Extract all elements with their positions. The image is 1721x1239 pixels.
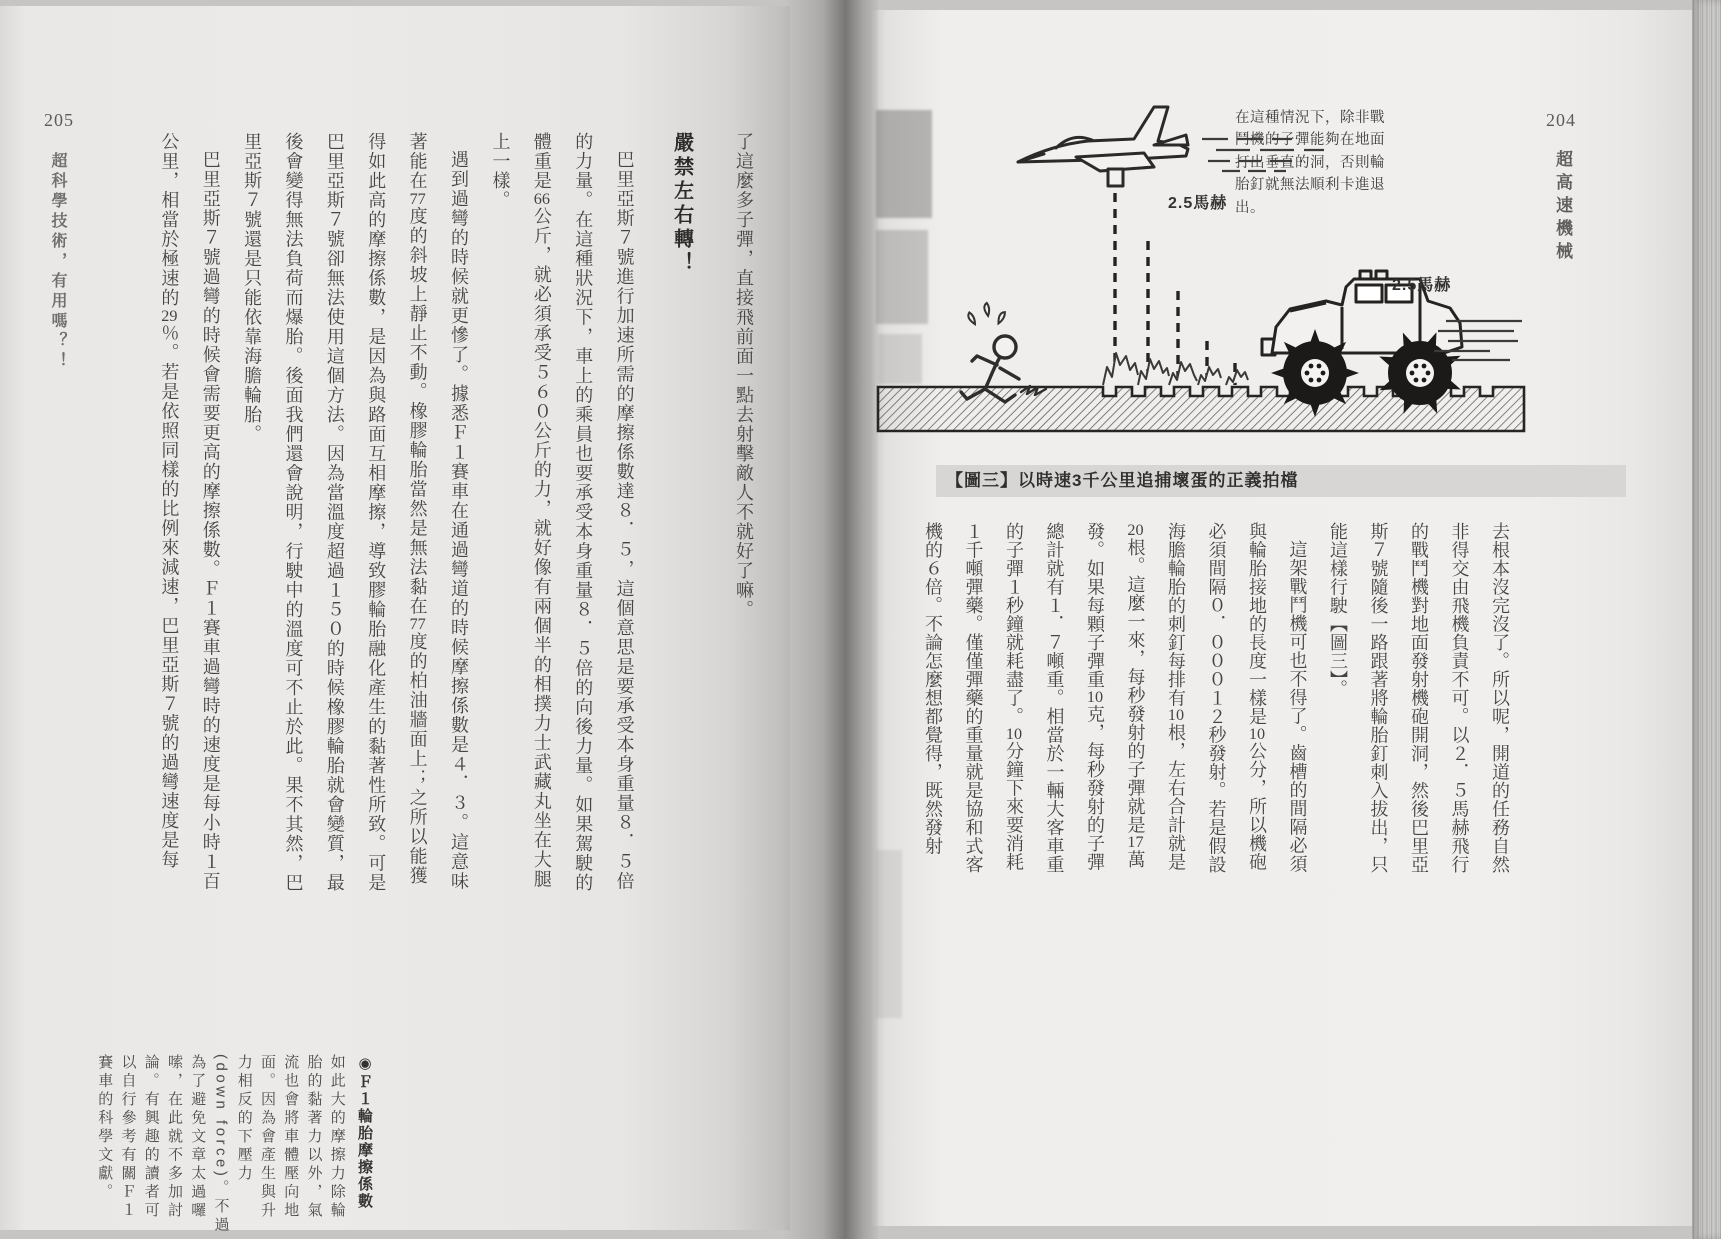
left-page-body (148, 132, 764, 894)
figure-caption: 【圖三】以時速3千公里追捕壞蛋的正義拍檔 (936, 465, 1626, 497)
running-head-left: 超科學技術，有用嗎？！ (49, 152, 66, 372)
page-stack-edge (1692, 0, 1721, 1239)
figure-annotation: 在這種情況下，除非戰鬥機的子彈能夠在地面打出垂直的洞，否則輪胎釘就無法順利卡進退出。 (1235, 110, 1385, 216)
right-page-body (913, 522, 1521, 882)
book-gutter-shadow (782, 0, 878, 1239)
paragraph: 遇到過彎的時候就更慘了。據悉Ｆ１賽車在通過彎道的時候摩擦係數是４．３。這意味著能在77度的斜坡上靜止不動。橡膠輪胎當然是無法黏在77度的柏油牆面上；之所以能獲得如此高的摩擦係數，是因為與路面互相摩擦，導致膠輪胎融化產生的黏著性所致。可是巴里亞斯７號卻無法使用這個方法。因為當溫度超過１５０的時候橡膠輪胎就會變質，最後會變得無法負荷而爆胎。後面我們還會說明，行駛中的溫度可不止於此。果不其然，巴里亞斯７號還是只能依靠海膽輪胎。 (242, 132, 470, 893)
page-number-right: 204 (1546, 110, 1576, 130)
sidenote (93, 1054, 380, 1236)
paragraph: 了這麼多子彈，直接飛前面一點去射擊敵人不就好了嘛。 (734, 132, 754, 620)
page-number-left: 205 (44, 110, 74, 130)
impact-splashes (1103, 353, 1248, 385)
truck-speed-label: 2.5馬赫 (1392, 277, 1452, 294)
section-heading: 嚴禁左右轉！ (670, 132, 693, 276)
bullet-trails (1115, 193, 1235, 385)
running-head-right: 超高速機械 (1553, 150, 1572, 265)
paragraph: 這架戰鬥機可也不得了。齒槽的間隔必須與輪胎接地的長度一樣是10公分，所以機砲必須間隔０．０００１２秒發射。若是假設海膽輪胎的刺釘每排有10根，左右合計就是20根。這麼一來，每秒發射的子彈就是17萬發。如果每顆子彈重10克，每秒發射的子彈總計就有１．７噸重。相當於一輛大客車重的子彈１秒鐘就耗盡了。10分鐘下來要消耗１千噸彈藥。僅僅彈藥的重量就是協和式客機的６倍。不論怎麼想都覺得，既然發射 (923, 522, 1308, 874)
right-page (872, 10, 1694, 1226)
fighter-jet-drawing (1018, 107, 1188, 186)
ink-bleed-artifact (876, 850, 902, 1018)
paragraph: 巴里亞斯７號過彎的時候會需要更高的摩擦係數。Ｆ１賽車過彎時的速度是每小時１百公里，相當於極速的29％。若是依照同樣的比例來減速，巴里亞斯７號的過彎速度是每 (159, 132, 221, 891)
sidenote-title: ◉Ｆ１輪胎摩擦係數 (356, 1054, 373, 1210)
sweat-drops (967, 303, 1006, 326)
paragraph: 去根本沒完沒了。所以呢，開道的任務自然非得交由飛機負責不可。以２．５馬赫飛行的戰鬥機對地面發射機砲開洞，然後巴里亞斯７號隨後一路跟著將輪胎釘刺入拔出，只能這樣行駛【圖三】。 (1328, 522, 1510, 874)
paragraph: 巴里亞斯７號進行加速所需的摩擦係數達８．５，這個意思是要承受本身重量８．５倍的力量。在這種狀況下，車上的乘員也要承受本身重量８．５倍的向後力量。如果駕駛的體重是66公斤，就必須承受５６０公斤的力，就好像有兩個半的相撲力士武藏丸坐在大腿上一樣。 (490, 132, 635, 893)
spiked-wheel-front (1271, 329, 1359, 417)
jet-speed-label: 2.5馬赫 (1168, 195, 1228, 212)
sidenote-body: 如此大的摩擦力除輪胎的黏著力以外，氣流也會將車體壓向地面。因為會產生與升力相反的下壓力(down force)。不過為了避免文章太過囉嗦，在此就不多加討論。有興趣的讀者可以自行參考有關Ｆ１賽車的科學文獻。 (96, 1054, 346, 1235)
left-page (0, 6, 790, 1235)
